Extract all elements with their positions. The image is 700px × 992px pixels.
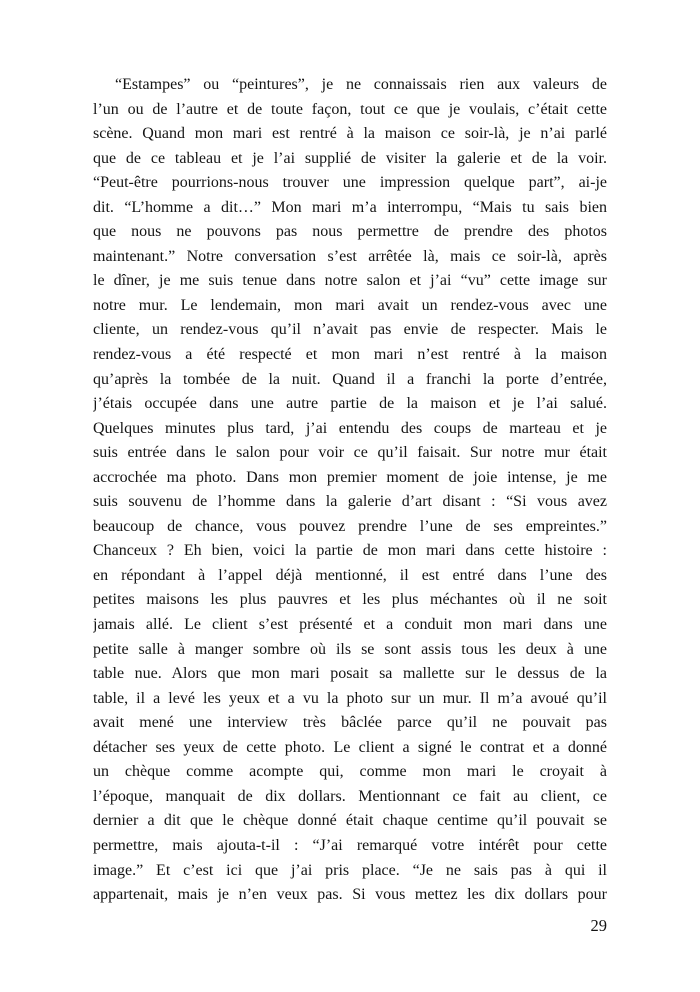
- text-line: scène. Quand mon mari est rentré à la maison ce soir-là, je n’ai parlé: [93, 125, 607, 143]
- text-line: accrochée ma photo. Dans mon premier moment de joie intense, je me: [93, 468, 607, 486]
- text-line: cliente, un rendez-vous qu’il n’avait pas envie de respecter. Mais le: [93, 321, 607, 339]
- page-number: 29: [590, 916, 607, 935]
- text-line: suis entrée dans le salon pour voir ce qu’il faisait. Sur notre mur était: [93, 444, 607, 462]
- text-line: maintenant.” Notre conversation s’est arrêtée là, mais ce soir-là, après: [93, 247, 607, 265]
- text-line: permettre, mais ajouta-t-il : “J’ai remarqué votre intérêt pour cette: [93, 836, 607, 854]
- text-line: l’un ou de l’autre et de toute façon, tout ce que je voulais, c’était cette: [93, 100, 607, 118]
- text-line: un chèque comme acompte qui, comme mon mari le croyait à: [93, 763, 607, 781]
- text-line: suis souvenu de l’homme dans la galerie d’art disant : “Si vous avez: [93, 493, 607, 511]
- text-line: image.” Et c’est ici que j’ai pris place. “Je ne sais pas à qui il: [93, 861, 607, 879]
- text-line: “Estampes” ou “peintures”, je ne connaissais rien aux valeurs de: [115, 76, 607, 93]
- text-line: petite salle à manger sombre où ils se sont assis tous les deux à une: [93, 640, 607, 658]
- text-line: jamais allé. Le client s’est présenté et a conduit mon mari dans une: [93, 616, 607, 634]
- text-line: le dîner, je me suis tenue dans notre salon et j’ai “vu” cette image sur: [93, 272, 607, 290]
- text-line: avait mené une interview très bâclée parce qu’il ne pouvait pas: [93, 714, 607, 732]
- text-line: rendez-vous a été respecté et mon mari n’est rentré à la maison: [93, 346, 607, 364]
- text-line: dit. “L’homme a dit…” Mon mari m’a interrompu, “Mais tu sais bien: [93, 198, 607, 216]
- text-line: table nue. Alors que mon mari posait sa mallette sur le dessus de la: [93, 665, 607, 683]
- text-line: l’époque, manquait de dix dollars. Mentionnant ce fait au client, ce: [93, 787, 607, 805]
- text-line: Quelques minutes plus tard, j’ai entendu des coups de marteau et je: [93, 419, 607, 437]
- text-line: petites maisons les plus pauvres et les plus méchantes où il ne soit: [93, 591, 607, 609]
- text-line: “Peut-être pourrions-nous trouver une impression quelque part”, ai-je: [93, 174, 607, 192]
- text-line: que de ce tableau et je l’ai supplié de visiter la galerie et de la voir.: [93, 149, 607, 167]
- text-line: appartenait, mais je n’en veux pas. Si vous mettez les dix dollars pour: [93, 886, 607, 904]
- text-line: dernier a dit que le chèque donné était chaque centime qu’il pouvait se: [93, 812, 607, 830]
- body-text: [93, 73, 607, 908]
- text-line: notre mur. Le lendemain, mon mari avait un rendez-vous avec une: [93, 296, 607, 314]
- text-line: table, il a levé les yeux et a vu la photo sur un mur. Il m’a avoué qu’il: [93, 689, 607, 707]
- text-line: que nous ne pouvons pas nous permettre de prendre des photos: [93, 223, 607, 241]
- text-line: j’étais occupée dans une autre partie de la maison et je l’ai salué.: [93, 395, 607, 413]
- text-line: détacher ses yeux de cette photo. Le client a signé le contrat et a donné: [93, 738, 607, 756]
- text-line: Chanceux ? Eh bien, voici la partie de mon mari dans cette histoire :: [93, 542, 607, 560]
- text-line: qu’après la tombée de la nuit. Quand il a franchi la porte d’entrée,: [93, 370, 607, 388]
- text-line: en répondant à l’appel déjà mentionné, il est entré dans l’une des: [93, 566, 607, 584]
- text-line: beaucoup de chance, vous pouvez prendre l’une de ses empreintes.”: [93, 517, 607, 535]
